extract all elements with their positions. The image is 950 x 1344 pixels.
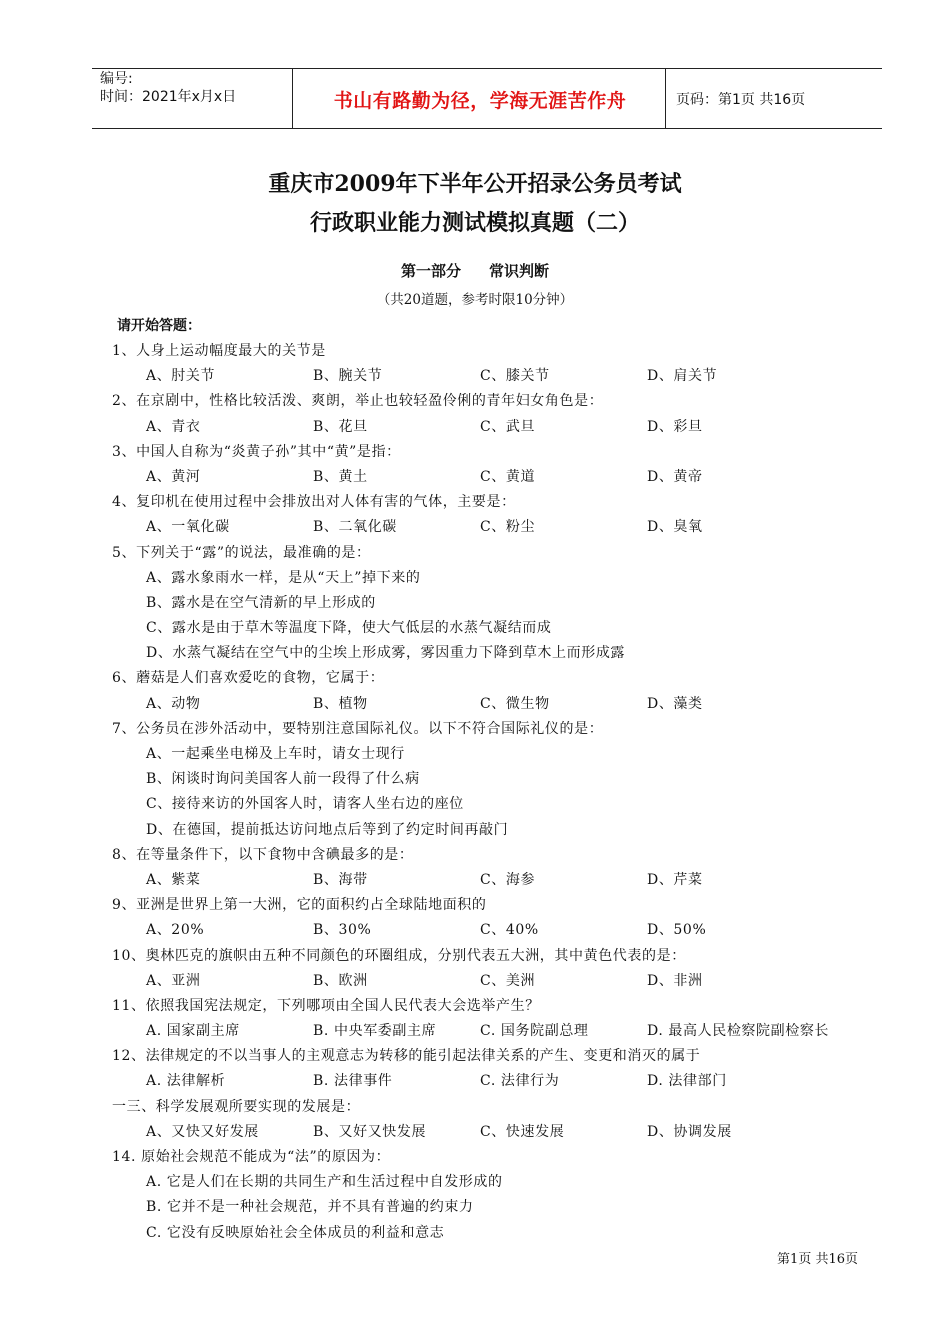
answer-option: C、美洲 bbox=[480, 972, 536, 989]
answer-option: A、紫菜 bbox=[146, 871, 201, 888]
page-title-line1: 重庆市2009年下半年公开招录公务员考试 bbox=[268, 171, 682, 197]
answer-option: C. 法律行为 bbox=[480, 1073, 560, 1090]
question-stem: 6、蘑菇是人们喜欢爱吃的食物，它属于： bbox=[112, 670, 385, 687]
answer-option: D、在德国，提前抵达访问地点后等到了约定时间再敲门 bbox=[146, 821, 509, 838]
answer-option: A、一起乘坐电梯及上车时，请女士现行 bbox=[146, 746, 405, 762]
answer-option: A. 法律解析 bbox=[146, 1073, 226, 1090]
answer-option: B、黄土 bbox=[313, 468, 368, 485]
answer-option: B、欧洲 bbox=[313, 972, 368, 989]
section-heading bbox=[0, 260, 950, 281]
header-motto: 书山有路勤为径，学海无涯苦作舟 bbox=[333, 90, 627, 112]
question-stem: 8、在等量条件下，以下食物中含碘最多的是： bbox=[112, 846, 414, 863]
answer-option: C. 它没有反映原始社会全体成员的利益和意志 bbox=[146, 1224, 445, 1241]
question-stem: 1、人身上运动幅度最大的关节是 bbox=[112, 343, 326, 359]
start-label: 请开始答题： bbox=[117, 318, 201, 334]
section-name: 常识判断 bbox=[489, 262, 550, 280]
header-divider-right bbox=[665, 68, 666, 128]
question-stem: 9、亚洲是世界上第一大洲，它的面积约占全球陆地面积的 bbox=[112, 897, 487, 914]
answer-option: D、黄帝 bbox=[647, 468, 703, 485]
header-top-rule bbox=[92, 68, 882, 69]
option-row bbox=[112, 1019, 892, 1044]
answer-option: B、又好又快发展 bbox=[313, 1123, 427, 1140]
answer-option: D. 最高人民检察院副检察长 bbox=[647, 1023, 830, 1040]
header-divider-left bbox=[292, 68, 293, 128]
question-stem: 一三、科学发展观所要实现的发展是： bbox=[112, 1098, 361, 1115]
question-stem: 5、下列关于“露”的说法，最准确的是： bbox=[112, 544, 371, 561]
question-stem: 7、公务员在涉外活动中，要特别注意国际礼仪。以下不符合国际礼仪的是： bbox=[112, 720, 604, 737]
option-row bbox=[112, 692, 892, 717]
answer-option: A、肘关节 bbox=[146, 368, 216, 385]
answer-option: C、露水是由于草木等温度下降，使大气低层的水蒸气凝结而成 bbox=[146, 620, 552, 637]
option-row bbox=[112, 918, 892, 943]
time-label: 时间：2021年x月x日 bbox=[100, 89, 237, 105]
answer-option: B、腕关节 bbox=[313, 368, 383, 385]
answer-option: A、又快又好发展 bbox=[146, 1123, 259, 1140]
answer-option: A、青衣 bbox=[146, 418, 201, 435]
answer-option: A、黄河 bbox=[146, 468, 201, 485]
answer-option: A、一氧化碳 bbox=[146, 519, 230, 536]
answer-option: B、闲谈时询问美国客人前一段得了什么病 bbox=[146, 771, 420, 788]
question-stem: 3、中国人自称为“炎黄子孙”其中“黄”是指： bbox=[112, 443, 401, 460]
answer-option: C、武旦 bbox=[480, 418, 536, 435]
question-list bbox=[112, 339, 892, 1246]
option-row bbox=[112, 465, 892, 490]
option-row bbox=[112, 1069, 892, 1094]
serial-label: 编号: bbox=[100, 71, 133, 87]
answer-option: B、植物 bbox=[313, 695, 368, 712]
answer-option: D、芹菜 bbox=[647, 871, 703, 888]
option-row bbox=[112, 969, 892, 994]
header-meta bbox=[100, 70, 236, 106]
answer-option: C、快速发展 bbox=[480, 1123, 565, 1140]
header-bottom-rule bbox=[92, 128, 882, 129]
answer-option: C、粉尘 bbox=[480, 519, 536, 536]
section-part: 第一部分 bbox=[400, 262, 461, 280]
answer-option: D、50% bbox=[647, 922, 707, 939]
answer-option: B、花旦 bbox=[313, 418, 368, 435]
page-footer: 第1页 共16页 bbox=[777, 1252, 858, 1267]
page-title-line2: 行政职业能力测试模拟真题（二） bbox=[309, 210, 640, 236]
question-stem: 10、奥林匹克的旗帜由五种不同颜色的环圈组成，分别代表五大洲，其中黄色代表的是： bbox=[112, 947, 686, 964]
answer-option: D、藻类 bbox=[647, 695, 703, 712]
answer-option: A、亚洲 bbox=[146, 972, 201, 989]
answer-option: C、膝关节 bbox=[480, 368, 550, 385]
option-row bbox=[112, 415, 892, 440]
option-row bbox=[112, 868, 892, 893]
option-row bbox=[112, 515, 892, 540]
answer-option: C、接待来访的外国客人时，请客人坐右边的座位 bbox=[146, 796, 464, 813]
answer-option: A、动物 bbox=[146, 695, 201, 712]
answer-option: D、水蒸气凝结在空气中的尘埃上形成雾，雾因重力下降到草木上而形成露 bbox=[146, 645, 626, 662]
section-note: （共20道题，参考时限10分钟） bbox=[376, 292, 574, 308]
answer-option: A. 国家副主席 bbox=[146, 1023, 240, 1040]
answer-option: A、20% bbox=[146, 922, 205, 939]
answer-option: C、微生物 bbox=[480, 695, 550, 712]
answer-option: D、彩旦 bbox=[647, 418, 703, 435]
option-row bbox=[112, 1120, 892, 1145]
answer-option: B. 它并不是一种社会规范，并不具有普遍的约束力 bbox=[146, 1199, 474, 1216]
answer-option: C、海参 bbox=[480, 871, 536, 888]
answer-option: B、30% bbox=[313, 922, 372, 939]
question-stem: 4、复印机在使用过程中会排放出对人体有害的气体，主要是： bbox=[112, 494, 516, 511]
answer-option: D、臭氧 bbox=[647, 519, 703, 536]
question-stem: 12、法律规定的不以当事人的主观意志为转移的能引起法律关系的产生、变更和消灭的属于 bbox=[112, 1048, 701, 1065]
answer-option: C、黄道 bbox=[480, 468, 536, 485]
answer-option: A、露水象雨水一样，是从“天上”掉下来的 bbox=[146, 569, 421, 586]
answer-option: B. 中央军委副主席 bbox=[313, 1023, 437, 1040]
answer-option: D、非洲 bbox=[647, 972, 703, 989]
answer-option: B、露水是在空气清新的早上形成的 bbox=[146, 594, 376, 611]
answer-option: A. 它是人们在长期的共同生产和生活过程中自发形成的 bbox=[146, 1174, 503, 1191]
answer-option: D. 法律部门 bbox=[647, 1073, 727, 1090]
question-stem: 14. 原始社会规范不能成为“法”的原因为： bbox=[112, 1149, 391, 1165]
answer-option: C. 国务院副总理 bbox=[480, 1023, 589, 1040]
answer-option: B. 法律事件 bbox=[313, 1073, 393, 1090]
answer-option: D、协调发展 bbox=[647, 1123, 732, 1140]
question-stem: 11、依照我国宪法规定，下列哪项由全国人民代表大会选举产生？ bbox=[112, 997, 540, 1014]
answer-option: B、海带 bbox=[313, 871, 368, 888]
question-stem: 2、在京剧中，性格比较活泼、爽朗，举止也较轻盈伶俐的青年妇女角色是： bbox=[112, 393, 604, 410]
option-row bbox=[112, 364, 892, 389]
answer-option: D、肩关节 bbox=[647, 368, 718, 385]
answer-option: C、40% bbox=[480, 922, 539, 939]
header-page-info: 页码：第1页 共16页 bbox=[676, 92, 806, 108]
answer-option: B、二氧化碳 bbox=[313, 519, 397, 536]
